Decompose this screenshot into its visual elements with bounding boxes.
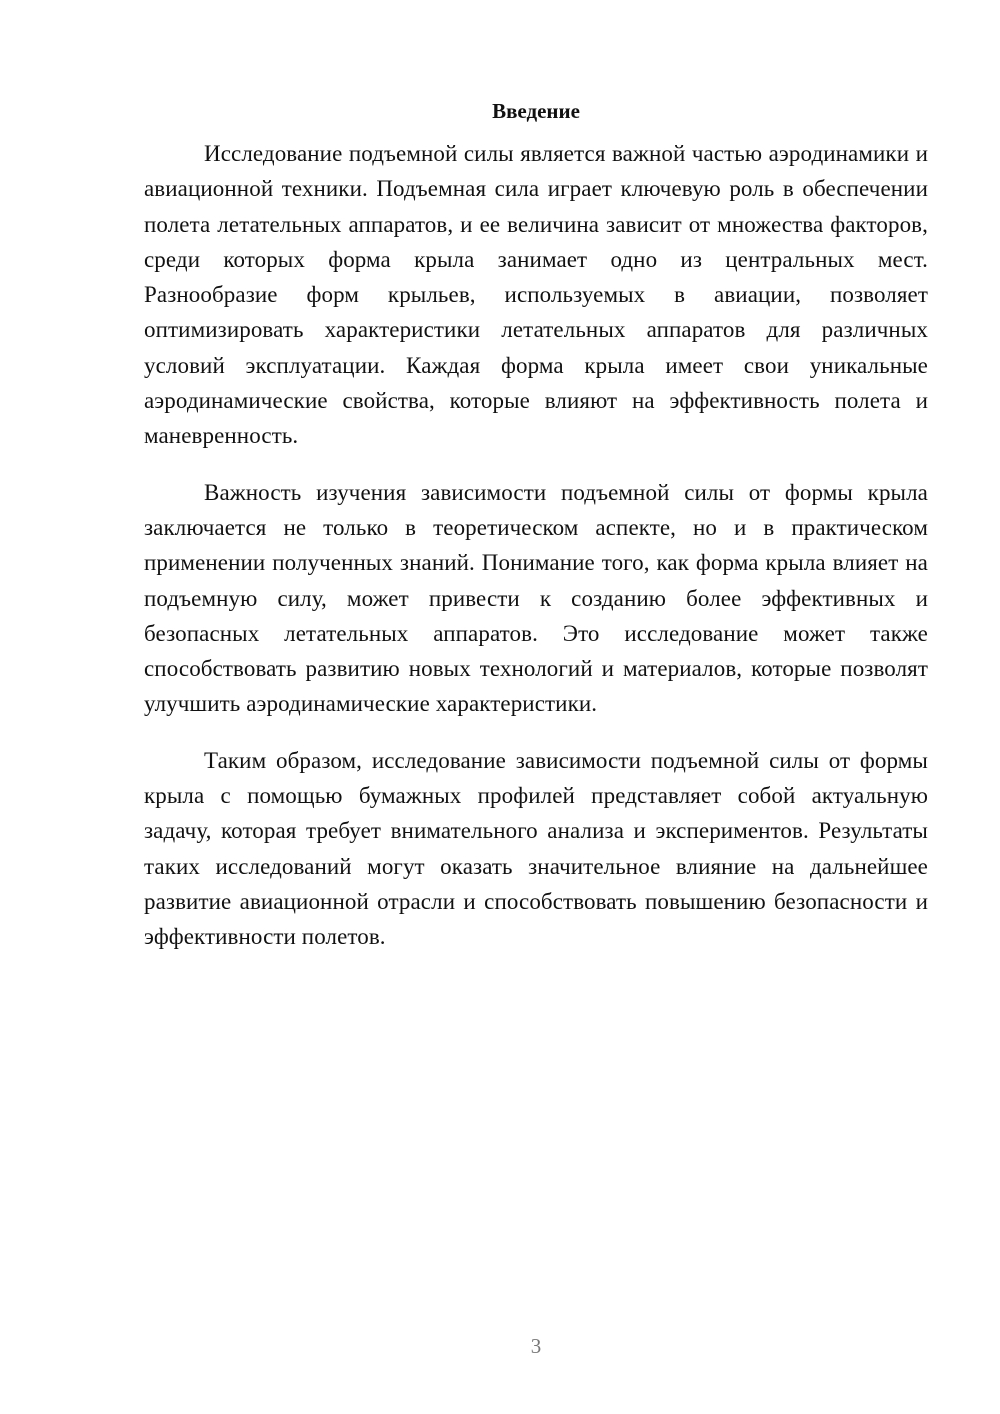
paragraph-3: Таким образом, исследование зависимости подъемной силы от формы крыла с помощью бумажных профилей представляет собой актуальную задачу, которая требует внимательного анализа и экспериментов. Результаты таких исследований могут оказать значительное влияние на дальнейшее развитие авиационной отрасли и способствовать повышению безопасности и эффективности полетов. (144, 747, 928, 950)
section-title: Введение (492, 99, 580, 123)
page-number: 3 (530, 1334, 542, 1358)
paragraph-1: Исследование подъемной силы является важной частью аэродинамики и авиационной техники. Подъемная сила играет ключевую роль в обеспечении полета летательных аппаратов, и ее величина зависит от множества факторов, среди которых форма крыла занимает одно из центральных мест. Разнообразие форм крыльев, используемых в авиации, позволяет оптимизировать характеристики летательных аппаратов для различных условий эксплуатации. Каждая форма крыла имеет свои уникальные аэродинамические свойства, которые влияют на эффективность полета и маневренность. (144, 141, 928, 449)
paragraph-2: Важность изучения зависимости подъемной силы от формы крыла заключается не только в теоретическом аспекте, но и в практическом применении полученных знаний. Понимание того, как форма крыла влияет на подъемную силу, может привести к созданию более эффективных и безопасных летательных аппаратов. Это исследование может также способствовать развитию новых технологий и материалов, которые позволят улучшить аэродинамические характеристики. (144, 479, 928, 717)
page-content (144, 96, 928, 976)
